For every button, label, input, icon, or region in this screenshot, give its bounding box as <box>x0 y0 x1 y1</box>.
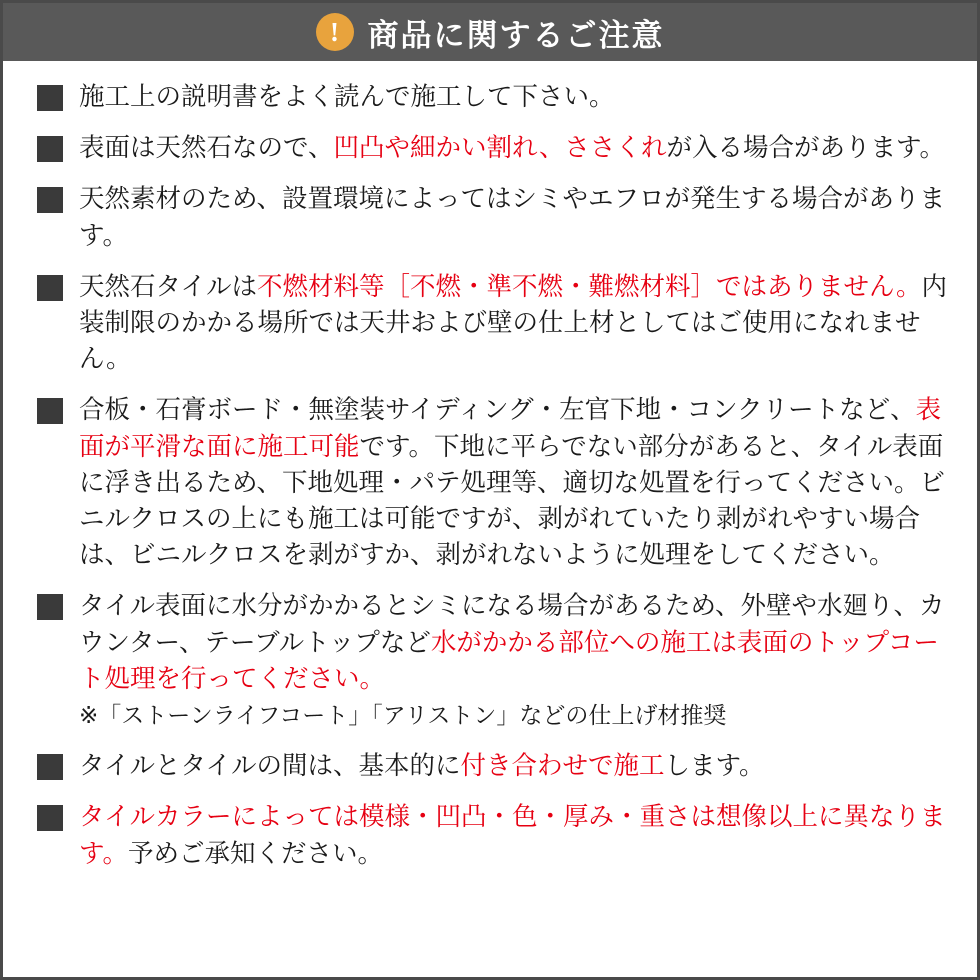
note-segment: 予めご承知ください。 <box>127 838 383 869</box>
notice-header <box>3 3 977 61</box>
bullet-icon <box>37 754 63 780</box>
bullet-icon <box>37 398 63 424</box>
note-segment: 表面は天然石なので、 <box>79 133 334 164</box>
list-item <box>37 79 951 115</box>
list-item <box>37 748 951 784</box>
list-item <box>37 269 951 378</box>
bullet-icon <box>37 85 63 111</box>
list-item <box>37 130 951 166</box>
note-segment: 不燃材料等［不燃・準不燃・難燃材料］ではありません。 <box>257 271 922 302</box>
note-1-text <box>79 79 951 115</box>
note-7-text <box>79 748 951 784</box>
note-segment: します。 <box>664 751 765 782</box>
note-8-text <box>79 799 951 871</box>
list-item <box>37 588 951 733</box>
list-item <box>37 392 951 573</box>
note-segment: 内装制限のかかる場所では天井および壁の仕上材としてはご使用になれません。 <box>79 271 948 375</box>
note-segment: 天然素材のため、設置環境によってはシミやエフロが発生する場合があります。 <box>79 184 945 251</box>
page-title: 商品に関するご注意 <box>367 17 665 54</box>
bullet-icon <box>37 805 63 831</box>
note-segment: 施工上の説明書をよく読んで施工して下さい。 <box>79 82 615 112</box>
note-4-text <box>79 269 951 378</box>
bullet-icon <box>37 275 63 301</box>
note-sub-text: ※「ストーンライフコート」「アリストン」などの仕上げ材推奨 <box>79 703 727 730</box>
note-segment: 水がかかる部位への施工は表面のトップコート処理を行ってください。 <box>79 627 939 694</box>
note-segment: タイルカラーによっては模様・凹凸・色・厚み・重さは想像以上に異なります。 <box>79 802 946 869</box>
note-segment: です。下地に平らでない部分があると、タイル表面に浮き出るため、下地処理・パテ処理等、適切な処置を行ってください。ビニルクロスの上にも施工は可能ですが、剥がれていたり剥がれやすい場合は、ビニルクロスを剥がすか、剥がれないように処理をしてください。 <box>79 431 945 571</box>
notice-list <box>3 61 977 872</box>
list-item <box>37 799 951 871</box>
note-segment: 表面が平滑な面に施工可能 <box>79 395 942 462</box>
note-segment: 付き合わせで施工 <box>460 751 665 782</box>
note-3-text <box>79 181 951 253</box>
note-segment: が入る場合があります。 <box>666 133 945 164</box>
exclamation-icon: ! <box>316 13 354 51</box>
list-item <box>37 181 951 253</box>
bullet-icon <box>37 594 63 620</box>
note-segment: 合板・石膏ボード・無塗装サイディング・左官下地・コンクリートなど、 <box>79 395 916 426</box>
bullet-icon <box>37 187 63 213</box>
note-segment: 凹凸や細かい割れ、ささくれ <box>333 133 667 164</box>
bullet-icon <box>37 136 63 162</box>
note-5-text <box>79 392 951 573</box>
note-segment: タイル表面に水分がかかるとシミになる場合があるため、外壁や水廻り、カウンター、テーブルトップなど <box>79 591 945 658</box>
note-segment: 天然石タイルは <box>79 271 257 302</box>
note-segment: タイルとタイルの間は、基本的に <box>79 751 461 782</box>
note-2-text <box>79 130 951 166</box>
note-6-text <box>79 588 951 733</box>
